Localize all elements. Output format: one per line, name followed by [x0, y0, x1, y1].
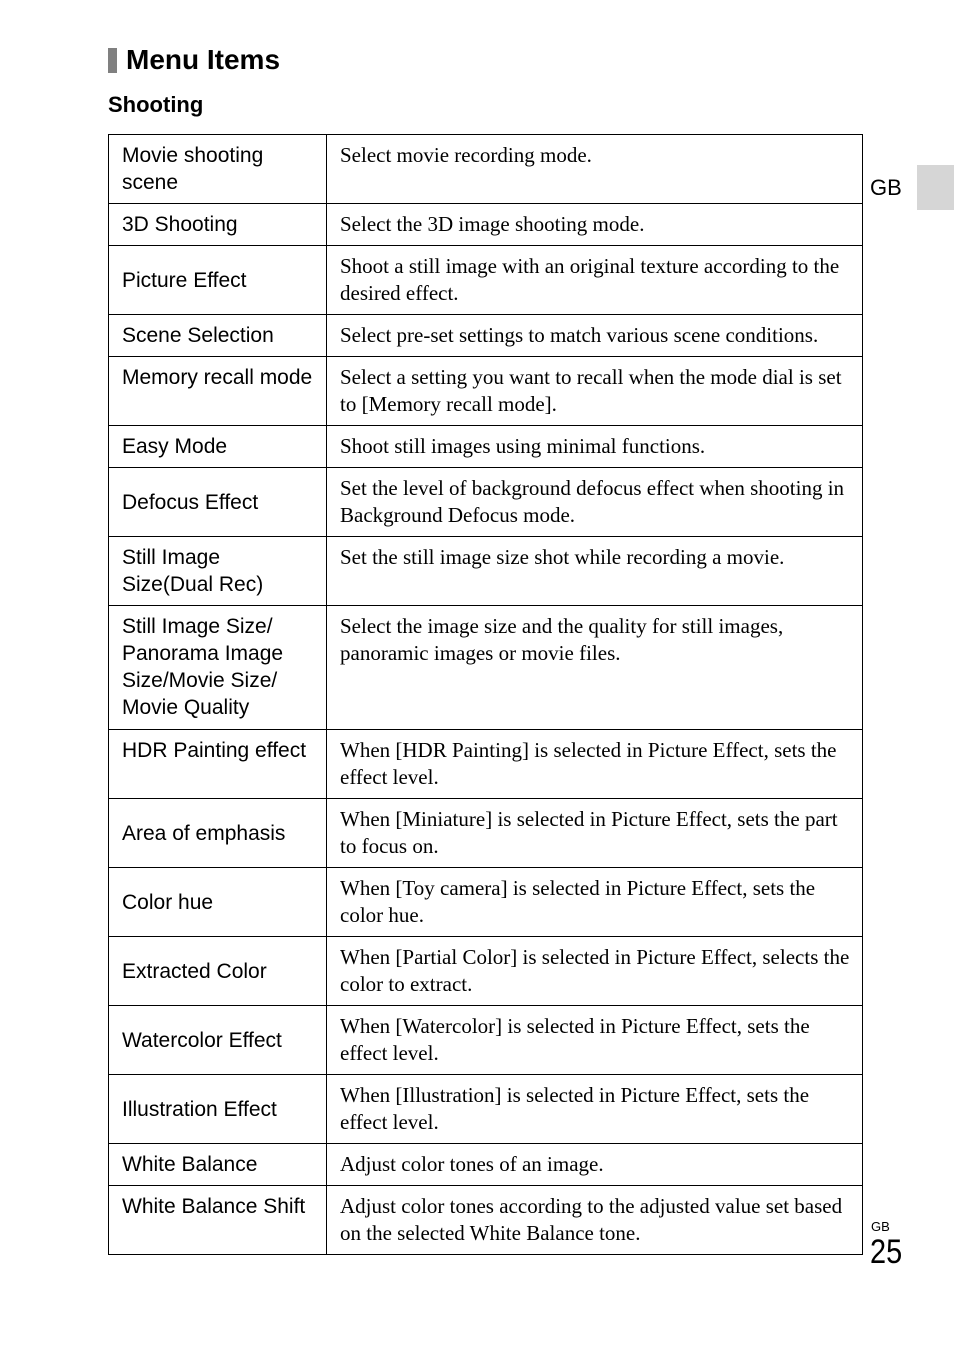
- section-title: Shooting: [108, 92, 204, 117]
- table-row: [109, 246, 863, 315]
- side-tab-label: GB: [870, 175, 902, 200]
- menu-item-label: Color hue: [122, 890, 214, 914]
- menu-item-description: When [Illustration] is selected in Picture Effect, sets the effect level.: [340, 1083, 810, 1134]
- menu-item-description: When [Miniature] is selected in Picture Effect, sets the part to focus on.: [340, 807, 838, 858]
- table-row: [109, 606, 863, 730]
- title-marker-bar: [108, 48, 117, 73]
- table-row: [109, 204, 863, 246]
- menu-item-description: When [HDR Painting] is selected in Picture Effect, sets the effect level.: [340, 738, 837, 789]
- table-row: [109, 799, 863, 868]
- menu-item-label: Memory recall mode: [122, 366, 313, 389]
- menu-item-label: White Balance: [122, 1153, 258, 1176]
- menu-item-label: Scene Selection: [122, 324, 274, 347]
- menu-item-description: When [Watercolor] is selected in Picture Effect, sets the effect level.: [340, 1014, 810, 1065]
- table-row: [109, 135, 863, 204]
- table-row: [109, 1075, 863, 1144]
- menu-items-table: [108, 134, 863, 1255]
- table-row: [109, 315, 863, 357]
- table-row: [109, 1144, 863, 1186]
- page-region-label: GB: [871, 1219, 890, 1234]
- table-row: [109, 868, 863, 937]
- page-title-text: Menu Items: [126, 44, 281, 75]
- page-title: [108, 46, 280, 74]
- menu-item-label: Watercolor Effect: [122, 1028, 282, 1052]
- menu-item-description: Select pre-set settings to match various scene conditions.: [340, 323, 819, 347]
- menu-item-label: Illustration Effect: [122, 1097, 277, 1121]
- menu-item-description: Adjust color tones of an image.: [340, 1152, 604, 1176]
- menu-item-description: Select the 3D image shooting mode.: [340, 212, 645, 236]
- menu-item-description: Shoot still images using minimal functions.: [340, 434, 706, 458]
- menu-item-label: Area of emphasis: [122, 821, 286, 845]
- menu-item-label: Defocus Effect: [122, 490, 259, 514]
- menu-item-description: Shoot a still image with an original texture according to the desired effect.: [340, 254, 840, 305]
- table-row: [109, 1186, 863, 1255]
- menu-item-description: Select the image size and the quality for still images, panoramic images or movie files.: [340, 614, 784, 665]
- menu-item-label: 3D Shooting: [122, 213, 238, 236]
- menu-item-description: Select movie recording mode.: [340, 143, 592, 167]
- table-row: [109, 937, 863, 1006]
- menu-item-label: Still Image Size(Dual Rec): [122, 546, 264, 596]
- menu-item-description: When [Toy camera] is selected in Picture Effect, sets the color hue.: [340, 876, 816, 927]
- page-number: 25: [870, 1233, 903, 1271]
- menu-item-description: Set the level of background defocus effect when shooting in Background Defocus mode.: [340, 476, 845, 527]
- table-row: [109, 468, 863, 537]
- menu-item-label: White Balance Shift: [122, 1195, 306, 1218]
- menu-item-description: When [Partial Color] is selected in Picture Effect, selects the color to extract.: [340, 945, 850, 996]
- menu-item-label: HDR Painting effect: [122, 739, 307, 762]
- menu-item-label: Picture Effect: [122, 268, 247, 292]
- table-row: [109, 1006, 863, 1075]
- menu-item-label: Still Image Size/ Panorama Image Size/Movie Size/ Movie Quality: [122, 615, 284, 719]
- menu-item-label: Easy Mode: [122, 435, 228, 458]
- menu-item-description: Set the still image size shot while recording a movie.: [340, 545, 785, 569]
- menu-item-label: Movie shooting scene: [122, 144, 264, 194]
- side-tab: [917, 165, 954, 210]
- menu-item-description: Adjust color tones according to the adjusted value set based on the selected White Balance tone.: [340, 1194, 843, 1245]
- table-row: [109, 357, 863, 426]
- table-row: [109, 537, 863, 606]
- menu-item-description: Select a setting you want to recall when the mode dial is set to [Memory recall mode].: [340, 365, 842, 416]
- menu-item-label: Extracted Color: [122, 959, 267, 983]
- table-row: [109, 730, 863, 799]
- table-row: [109, 426, 863, 468]
